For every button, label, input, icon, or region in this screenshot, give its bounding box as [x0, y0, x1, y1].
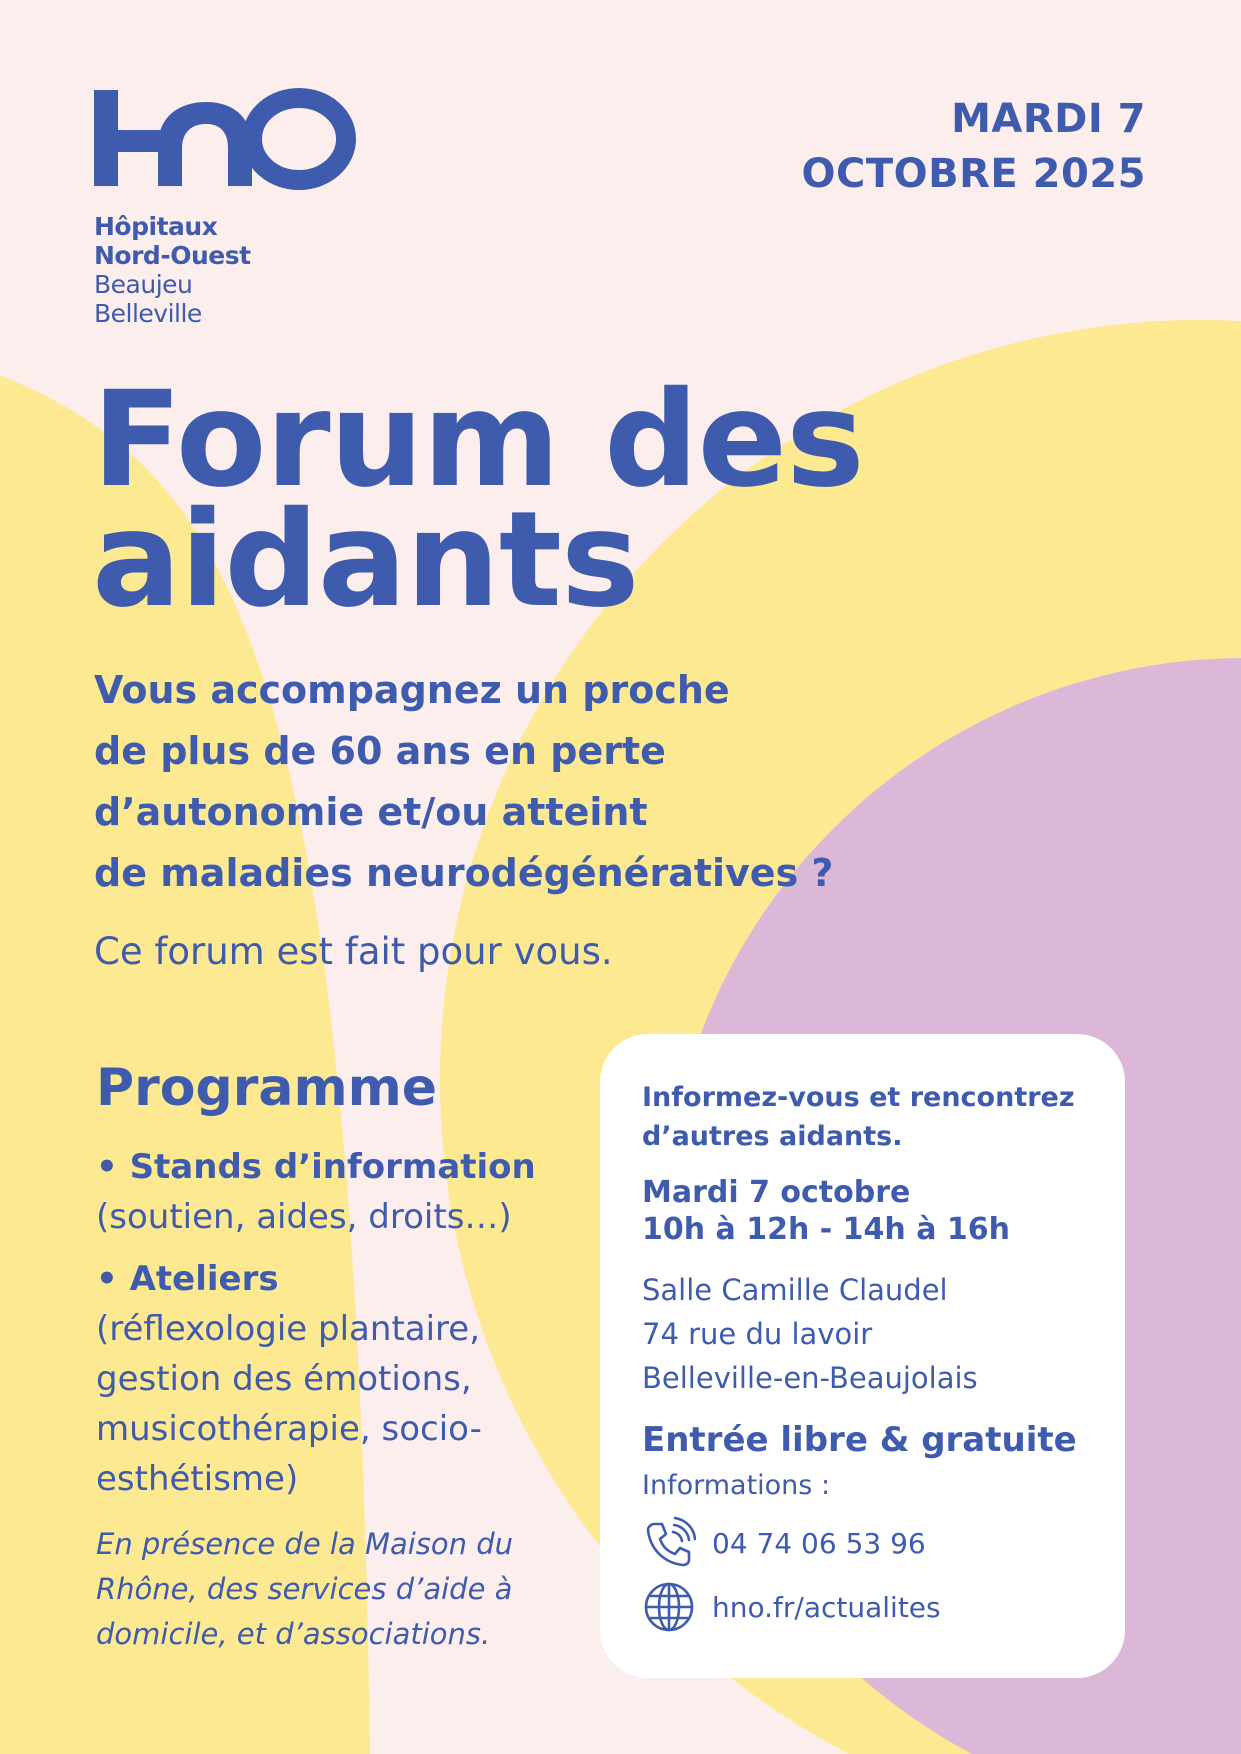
card-address-line: Salle Camille Claudel [642, 1273, 948, 1307]
card-info-label: Informations : [642, 1470, 831, 1501]
card-address-line: Belleville-en-Beaujolais [642, 1361, 978, 1395]
subtitle-line: d’autonomie et/ou atteint [94, 790, 648, 834]
programme-title: Programme [96, 1058, 438, 1118]
phone-number: 04 74 06 53 96 [712, 1526, 926, 1560]
logo-line-3: Beaujeu [94, 270, 193, 299]
card-free-entry: Entrée libre & gratuite [642, 1420, 1077, 1460]
programme-item-detail: (réflexologie plantaire, [96, 1309, 481, 1349]
programme-item-title: • Stands d’information [96, 1147, 536, 1187]
card-intro [642, 1078, 1112, 1156]
card-intro-line: Informez-vous et rencontrez [642, 1082, 1075, 1113]
presence-note [96, 1522, 576, 1657]
presence-line: En présence de la Maison du [96, 1527, 514, 1561]
date-line-1: MARDI 7 [951, 96, 1146, 142]
programme-item-detail: (soutien, aides, droits…) [96, 1197, 512, 1237]
phone-icon [642, 1516, 696, 1570]
hno-logo [94, 86, 356, 328]
subtitle [94, 660, 994, 904]
page-title [92, 363, 864, 637]
presence-line: Rhône, des services d’aide à [96, 1572, 513, 1606]
programme-item-detail: musicothérapie, socio- [96, 1409, 482, 1449]
logo-line-2: Nord-Ouest [94, 241, 251, 270]
card-intro-line: d’autres aidants. [642, 1121, 903, 1152]
logo-line-4: Belleville [94, 299, 202, 328]
presence-line: domicile, et d’associations. [96, 1617, 491, 1651]
date-line-2: OCTOBRE 2025 [801, 151, 1146, 197]
tagline: Ce forum est fait pour vous. [94, 930, 613, 973]
programme-item-title: • Ateliers [96, 1259, 279, 1299]
card-address-line: 74 rue du lavoir [642, 1317, 873, 1351]
title-line-2: aidants [92, 483, 639, 637]
event-date [801, 92, 1146, 202]
info-card [600, 1034, 1125, 1678]
card-schedule-line: 10h à 12h - 14h à 16h [642, 1212, 1011, 1247]
programme-list [96, 1142, 566, 1504]
programme-item-detail: gestion des émotions, [96, 1359, 472, 1399]
globe-icon [642, 1580, 696, 1634]
subtitle-line: Vous accompagnez un proche [94, 668, 730, 712]
programme-item-detail: esthétisme) [96, 1459, 299, 1499]
phone-contact[interactable] [642, 1516, 1112, 1570]
subtitle-line: de plus de 60 ans en perte [94, 729, 666, 773]
card-address [642, 1268, 1112, 1400]
card-schedule [642, 1174, 1112, 1248]
logo-line-1: Hôpitaux [94, 212, 218, 241]
hno-logo-mark [94, 86, 356, 192]
website-url: hno.fr/actualites [712, 1590, 941, 1624]
title-line-1: Forum des [92, 363, 864, 517]
card-schedule-line: Mardi 7 octobre [642, 1175, 911, 1210]
website-link[interactable] [642, 1580, 1112, 1634]
subtitle-line: de maladies neurodégénératives ? [94, 851, 834, 895]
